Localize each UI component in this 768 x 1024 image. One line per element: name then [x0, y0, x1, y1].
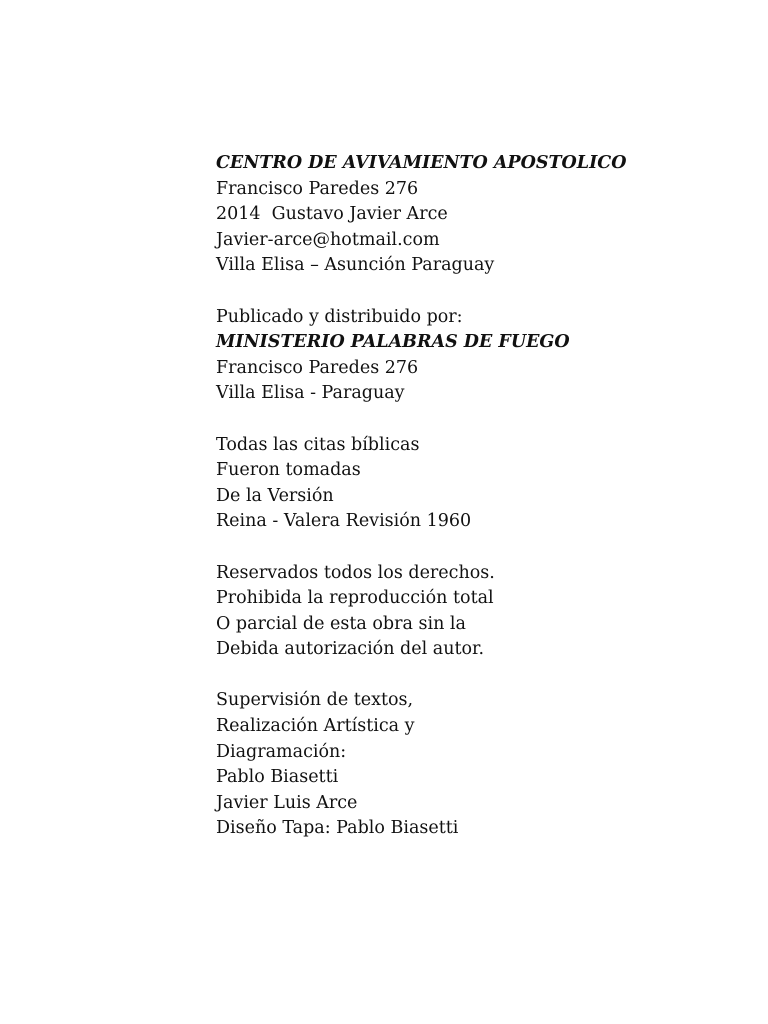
publisher-city: Villa Elisa – Asunción Paraguay — [216, 255, 495, 276]
publisher-org-name: CENTRO DE AVIVAMIENTO APOSTOLICO — [216, 153, 627, 173]
rights-section — [216, 561, 736, 663]
publisher-section — [216, 151, 736, 279]
distribution-address: Francisco Paredes 276 — [216, 357, 419, 378]
credits-line: Javier Luis Arce — [216, 792, 358, 813]
rights-line: Prohibida la reproducción total — [216, 588, 494, 609]
credits-line: Realización Artística y — [216, 716, 415, 737]
section-gap — [216, 663, 736, 689]
credits-line: Diagramación: — [216, 741, 347, 762]
citations-line: Reina - Valera Revisión 1960 — [216, 511, 472, 532]
section-gap — [216, 407, 736, 433]
citations-line: Todas las citas bíblicas — [216, 434, 420, 455]
credits-section — [216, 688, 736, 842]
publisher-address: Francisco Paredes 276 — [216, 178, 419, 199]
publisher-email: Javier-arce@hotmail.com — [216, 229, 440, 250]
distribution-section — [216, 305, 736, 407]
copyright-text-block — [216, 151, 736, 842]
ministry-name: MINISTERIO PALABRAS DE FUEGO — [216, 332, 570, 353]
publisher-year-author: 2014 Gustavo Javier Arce — [216, 204, 448, 225]
credits-line: Diseño Tapa: Pablo Biasetti — [216, 818, 459, 839]
section-gap — [216, 279, 736, 305]
credits-line: Supervisión de textos, — [216, 690, 414, 711]
distribution-city: Villa Elisa - Paraguay — [216, 383, 405, 404]
citations-line: De la Versión — [216, 485, 334, 506]
citations-section — [216, 433, 736, 535]
rights-line: O parcial de esta obra sin la — [216, 613, 466, 634]
rights-line: Debida autorización del autor. — [216, 639, 485, 660]
section-gap — [216, 535, 736, 561]
distribution-intro: Publicado y distribuido por: — [216, 306, 463, 327]
credits-line: Pablo Biasetti — [216, 767, 339, 788]
rights-line: Reservados todos los derechos. — [216, 562, 495, 583]
citations-line: Fueron tomadas — [216, 460, 361, 481]
